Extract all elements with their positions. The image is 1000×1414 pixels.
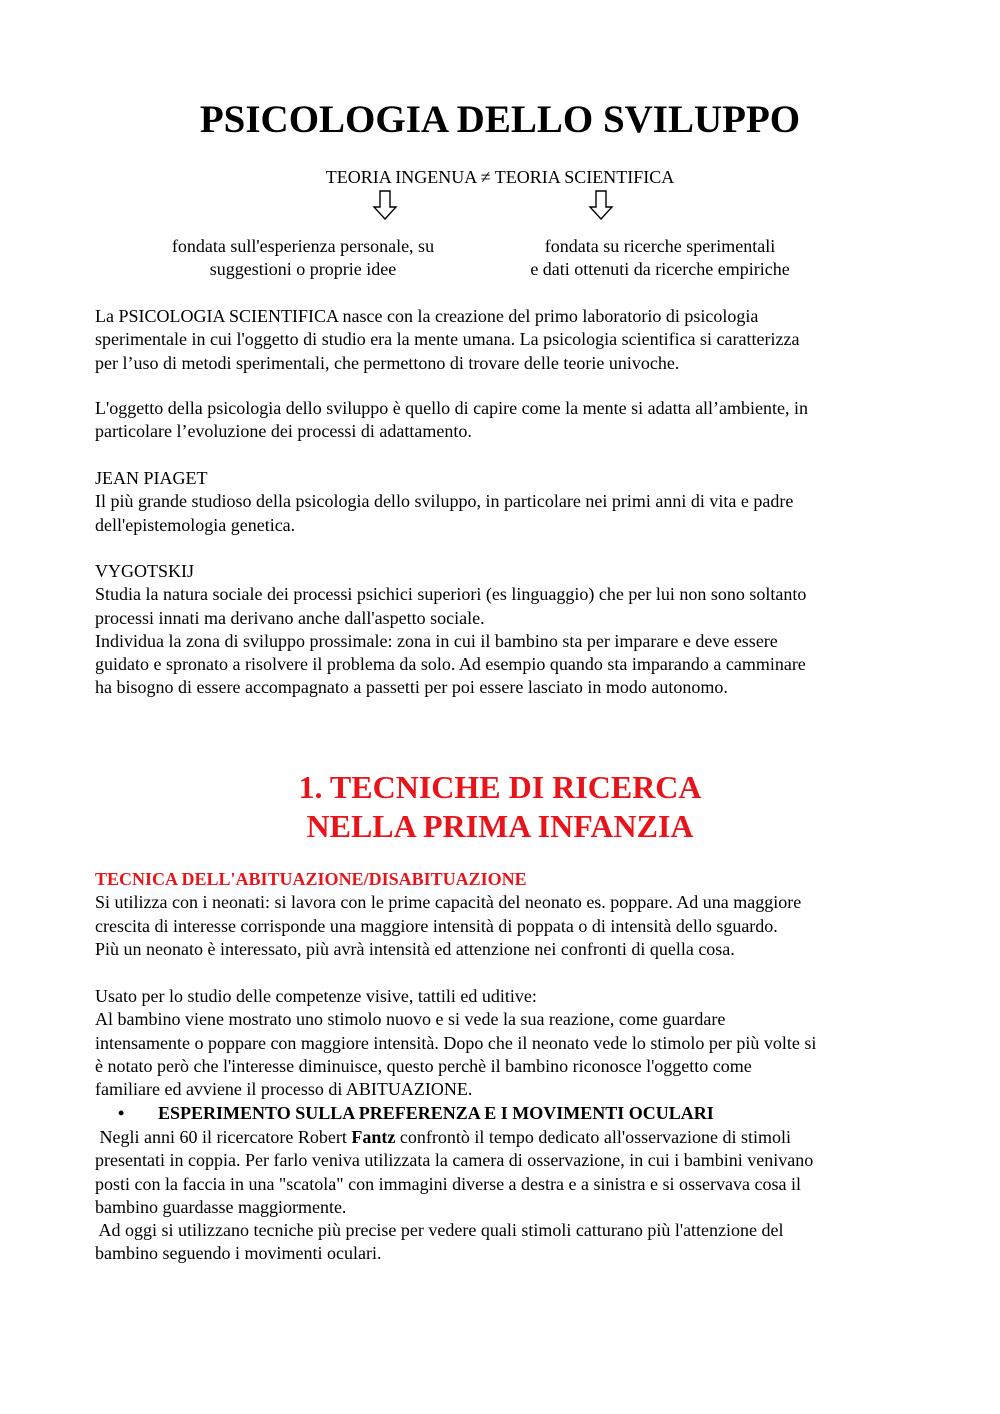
experiment-bullet: • ESPERIMENTO SULLA PREFERENZA E I MOVIMENTI OCULARI: [118, 1103, 714, 1123]
piaget-heading: JEAN PIAGET: [95, 468, 208, 488]
habituation-subheading: TECNICA DELL'ABITUAZIONE/DISABITUAZIONE: [95, 869, 527, 889]
bullet-icon: •: [118, 1103, 125, 1123]
section-title: 1. TECNICHE DI RICERCA NELLA PRIMA INFANZIA: [298, 769, 702, 844]
piaget-section: JEAN PIAGET Il più grande studioso della psicologia dello sviluppo, in particolare nei primi anni di vita e padre dell'epistemologia genetica.: [95, 467, 915, 537]
fantz-paragraph: Negli anni 60 il ricercatore Robert Fantz confrontò il tempo dedicato all'osservazione di stimoli presentati in coppia. Per farlo veniva utilizzata la camera di osservazione, in cui i bambini venivano posti con la faccia in una "scatola" con immagini diverse a destra e a sinistra e si osservava cosa il bambino guardasse maggiormente. Ad oggi si utilizzano tecniche più precise per vedere quali stimoli catturano più l'attenzione del bambino seguendo i movimenti oculari.: [95, 1127, 814, 1264]
habituation-section: TECNICA DELL'ABITUAZIONE/DISABITUAZIONE Si utilizza con i neonati: si lavora con le prime capacità del neonato es. poppare. Ad una maggiore crescita di interesse corrisponde una maggiore intensità di poppata o di intensità dello sguardo. Più un neonato è interessato, più avrà intensità ed attenzione nei confronti di quella cosa.: [95, 868, 915, 961]
intro-paragraph: La PSICOLOGIA SCIENTIFICA nasce con la creazione del primo laboratorio di psicologia sperimentale in cui l'oggetto di studio era la mente umana. La psicologia scientifica si caratterizza per l’uso di metodi sperimentali, che permettono di trovare delle teorie univoche.: [95, 306, 800, 373]
naive-theory-description: fondata sull'esperienza personale, su suggestioni o proprie idee: [171, 236, 435, 279]
scientific-theory-description: fondata su ricerche sperimentali e dati ottenuti da ricerche empiriche: [530, 236, 790, 279]
page-title: PSICOLOGIA DELLO SVILUPPO: [199, 98, 801, 141]
definition-paragraph: L'oggetto della psicologia dello sviluppo è quello di capire come la mente si adatta all’ambiente, in particolare l’evoluzione dei processi di adattamento.: [95, 398, 809, 442]
down-arrow-icon: [372, 190, 398, 220]
vygotskij-heading: VYGOTSKIJ: [95, 561, 194, 581]
theory-comparison: TEORIA INGENUA ≠ TEORIA SCIENTIFICA: [325, 167, 675, 187]
vygotskij-section: VYGOTSKIJ Studia la natura sociale dei processi psichici superiori (es linguaggio) che per lui non sono soltanto processi innati ma derivano anche dall'aspetto sociale. Individua la zona di sviluppo prossimale: zona in cui il bambino sta per imparare e deve essere guidato e spronato a risolvere il problema da solo. Ad esempio quando sta imparando a camminare ha bisogno di essere accompagnato a passetti per poi essere lasciato in modo autonomo.: [95, 560, 915, 700]
down-arrow-icon: [588, 190, 614, 220]
habituation-usage-paragraph: Usato per lo studio delle competenze visive, tattili ed uditive: Al bambino viene mostrato uno stimolo nuovo e si vede la sua reazione, come guardare intensamente o poppare con maggiore intensità. Dopo che il neonato vede lo stimolo per più volte si è notato però che l'interesse diminuisce, questo perchè il bambino riconosce l'oggetto come familiare ed avviene il processo di ABITUAZIONE.: [95, 986, 817, 1100]
